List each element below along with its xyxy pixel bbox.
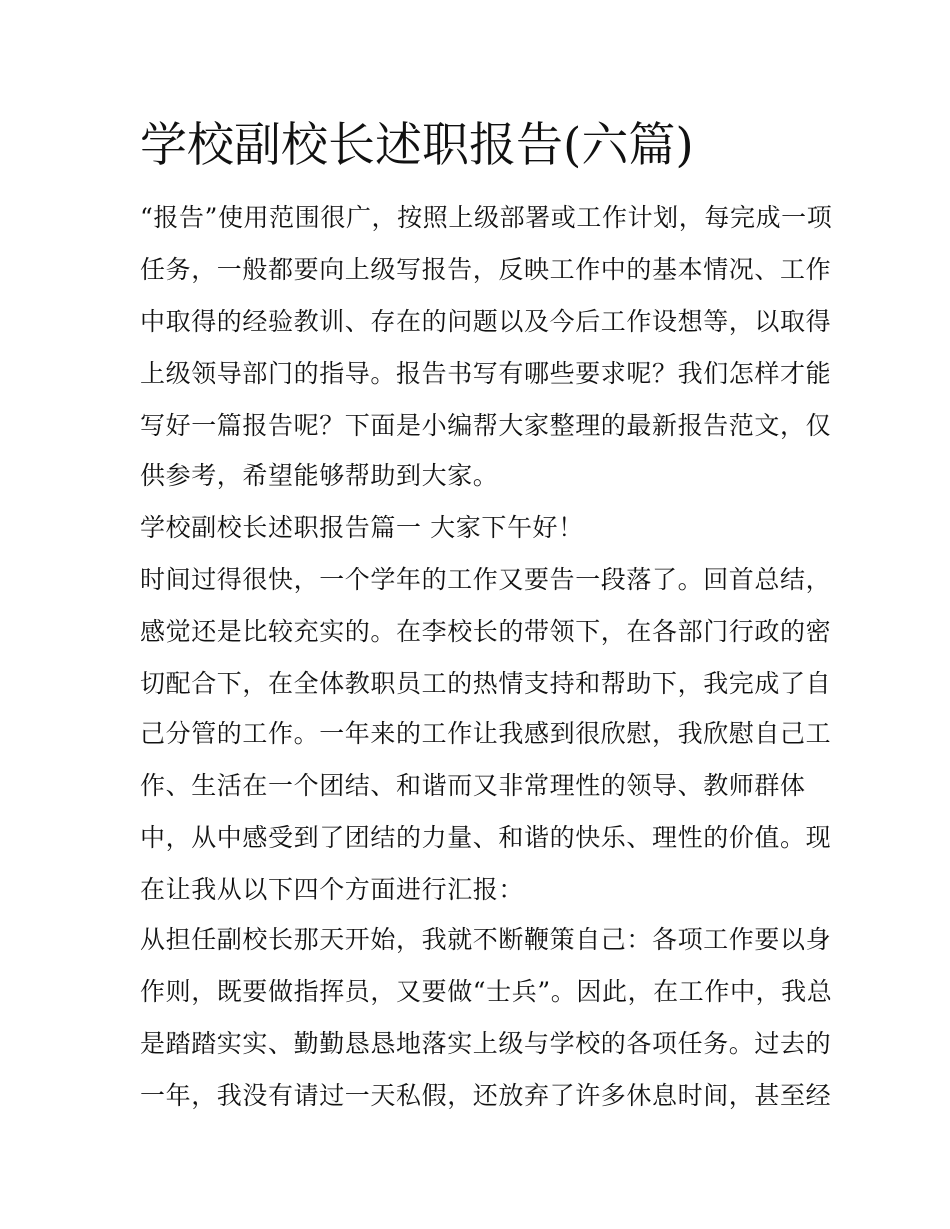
- text-line: 是踏踏实实、勤勤恳恳地落实上级与学校的各项任务。过去的: [140, 1029, 832, 1058]
- text-line: 上级领导部门的指导。报告书写有哪些要求呢？我们怎样才能: [140, 359, 832, 388]
- text-line: 一年，我没有请过一天私假，还放弃了许多休息时间，甚至经: [140, 1081, 832, 1110]
- text-line: 感觉还是比较充实的。在李校长的带领下，在各部门行政的密: [140, 617, 832, 646]
- text-line: 作、生活在一个团结、和谐而又非常理性的领导、教师群体: [140, 771, 806, 800]
- text-line: 写好一篇报告呢？下面是小编帮大家整理的最新报告范文，仅: [140, 411, 832, 440]
- document-title: 学校副校长述职报告(六篇): [140, 118, 694, 173]
- text-line: 中，从中感受到了团结的力量、和谐的快乐、理性的价值。现: [140, 823, 832, 852]
- text-line: 在让我从以下四个方面进行汇报：: [140, 875, 525, 904]
- text-line: 从担任副校长那天开始，我就不断鞭策自己：各项工作要以身: [140, 925, 832, 954]
- text-line: 供参考，希望能够帮助到大家。: [140, 461, 499, 490]
- text-line: 中取得的经验教训、存在的问题以及今后工作设想等，以取得: [140, 307, 832, 336]
- text-line: 任务，一般都要向上级写报告，反映工作中的基本情况、工作: [140, 255, 832, 284]
- text-line: “报告”使用范围很广，按照上级部署或工作计划，每完成一项: [140, 203, 833, 232]
- section-heading: 学校副校长述职报告篇一 大家下午好！: [140, 513, 584, 542]
- text-line: 己分管的工作。一年来的工作让我感到很欣慰，我欣慰自己工: [140, 719, 832, 748]
- text-line: 切配合下，在全体教职员工的热情支持和帮助下，我完成了自: [140, 669, 832, 698]
- text-line: 作则，既要做指挥员，又要做“士兵”。因此，在工作中，我总: [140, 977, 833, 1006]
- text-line: 时间过得很快，一个学年的工作又要告一段落了。回首总结，: [140, 565, 832, 594]
